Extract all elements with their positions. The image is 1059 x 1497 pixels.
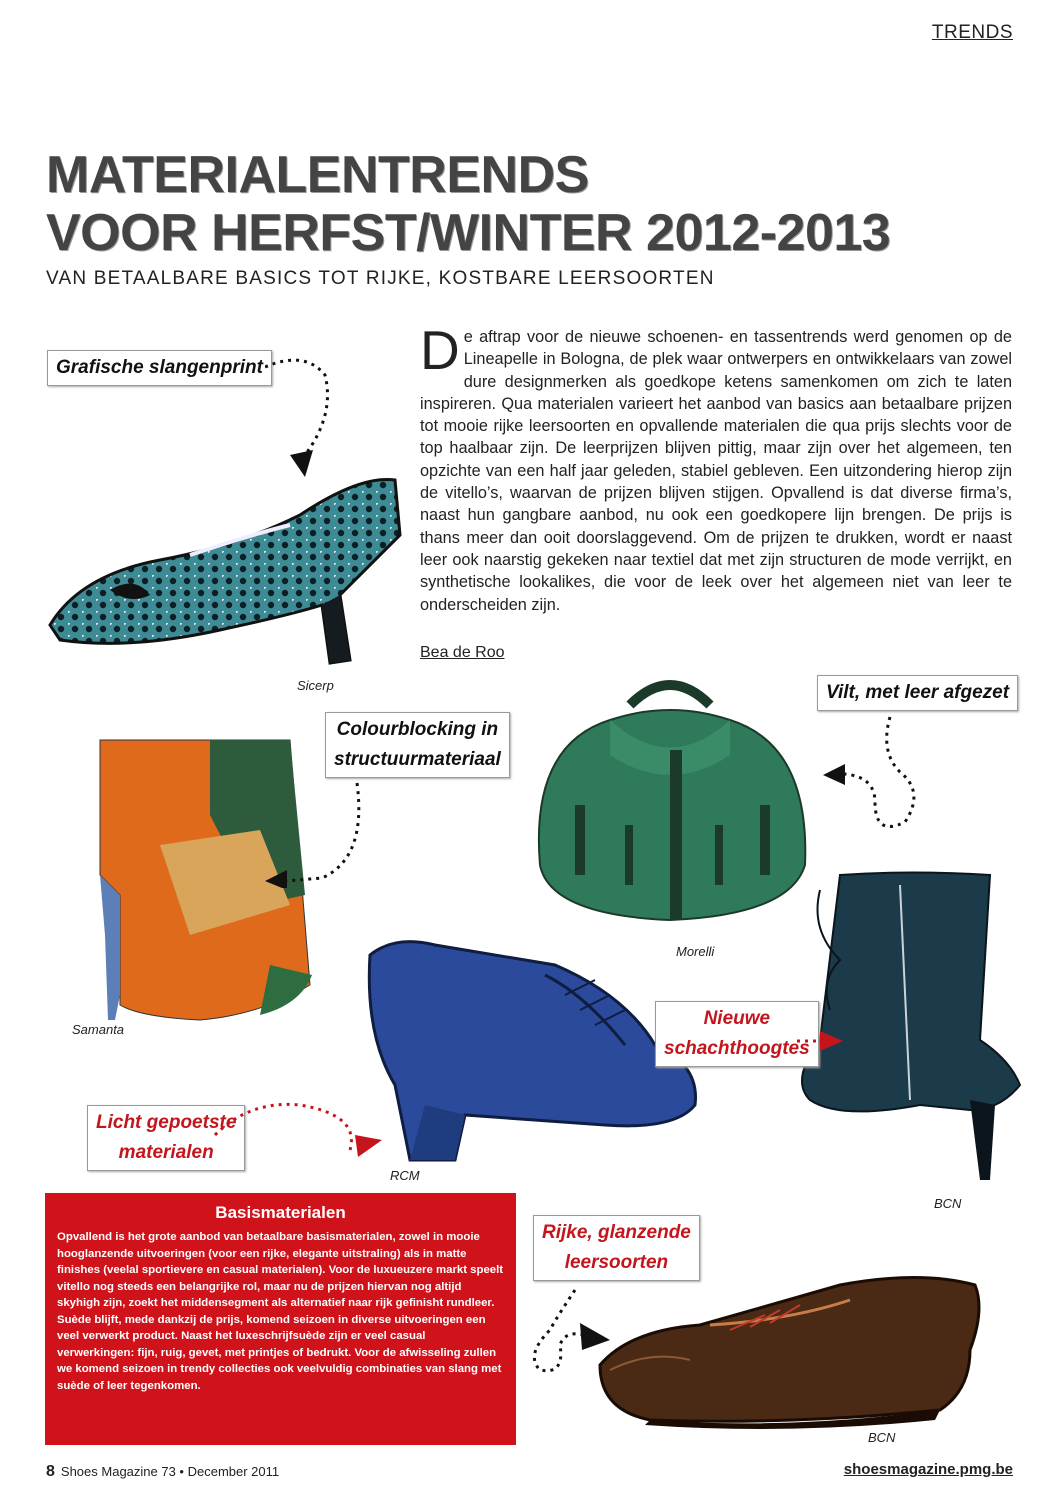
footer-site-link[interactable]: shoesmagazine.pmg.be [843, 1461, 1013, 1478]
felt-backpack-image [520, 665, 820, 930]
label-colourblocking [325, 712, 510, 778]
label-colourblocking-line-1: Colourblocking in [336, 719, 499, 740]
author-byline: Bea de Roo [420, 644, 505, 661]
footer-issue [46, 1463, 279, 1481]
page-title [46, 146, 890, 262]
label-polished-line-1: Licht gepoetste [96, 1112, 237, 1133]
caption-rcm: RCM [390, 1168, 420, 1183]
label-rich-line-2: leersoorten [564, 1252, 669, 1273]
label-colourblocking-line-2: structuurmateriaal [334, 749, 501, 770]
caption-morelli: Morelli [676, 944, 715, 959]
dotted-arrow-red-icon [210, 1095, 385, 1160]
caption-sicerp: Sicerp [297, 678, 334, 693]
label-shaft-line-2: schachthoogtes [664, 1038, 810, 1059]
dotted-arrow-red-icon [795, 1028, 845, 1053]
box-text: Opvallend is het grote aanbod van betaalbare basismaterialen, zowel in mooie hooglanzende uitvoeringen (voor een rijke, elegante uitstraling) als in matte finishes (veelal sportievere en casual materialen). Voor de luxueuzere markt speelt vitello nog steeds een belangrijke rol, maar nu de prijzen hiervan nog altijd skyhigh zijn, zoekt het middensegment als alternatief naar rijk gefinisht rundleer. Suède blijft, mede dankzij de prijs, komend seizoen in diverse uitvoeringen een veel verwerkt product. Naast het luxeschrijfsuède zijn er veel casual verwerkingen: fijn, ruig, gevet, met printjes of bedrukt. Voor de afwisseling zullen we komend seizoen in trendy collecties ook veelvuldig combinaties van slang met suède of leer tegenkomen. [57, 1231, 504, 1392]
dotted-arrow-icon [265, 355, 345, 485]
label-snake-print: Grafische slangenprint [47, 350, 272, 386]
section-tag: TRENDS [931, 22, 1013, 43]
page-number: 8 [46, 1463, 55, 1480]
drop-cap: D [420, 319, 460, 381]
label-rich-line-1: Rijke, glanzende [542, 1222, 691, 1243]
lead-text: e aftrap voor de nieuwe schoenen- en tassentrends werd genomen op de Lineapelle in Bologna, de plek waar ontwerpers en ontwikkelaars van zowel dure designmerken als goedkope ketens samenkomen om zich te laten inspireren. Qua materialen varieert het aanbod van basics aan betaalbare prijzen tot mooie rijke leersoorten en opvallende materialen die qua prijs slechts voor de top haalbaar zijn. De leerprijzen blijven pittig, maar zijn over het algemeen, ten opzichte van een half jaar geleden, stabiel gebleven. Een uitzondering hierop zijn de vitello’s, waarvan de prijzen blijven stijgen. Opvallend is dat diverse firma’s, naast hun gangbare aanbod, nu ook een goedkopere lijn brengen. De prijs is thans meer dan ooit doorslaggevend. Om de prijzen te drukken, wordt er naast leer ook naarstig gekeken naar textiel dat met zijn structuren de mode verrijkt, en synthetische lookalikes, die voor de leek over het algemeen niet van leer te onderscheiden zijn. [420, 328, 1012, 614]
label-polished-line-2: materialen [118, 1142, 214, 1163]
box-title: Basismaterialen [215, 1203, 346, 1222]
caption-bcn-boot: BCN [934, 1196, 962, 1211]
glossy-oxford-image [590, 1270, 990, 1430]
label-felt-leather: Vilt, met leer afgezet [817, 675, 1018, 711]
title-line-1: MATERIALENTRENDS [46, 146, 589, 204]
issue-info: Shoes Magazine 73 • December 2011 [60, 1464, 280, 1479]
page-subtitle: VAN BETAALBARE BASICS TOT RIJKE, KOSTBARE LEERSOORTEN [46, 268, 715, 289]
lead-paragraph [420, 319, 1012, 616]
snake-print-pump-image [40, 455, 410, 675]
label-shaft-line-1: Nieuwe [703, 1008, 771, 1029]
caption-samanta: Samanta [72, 1022, 125, 1037]
basismaterialen-box [45, 1193, 516, 1445]
dotted-arrow-icon [262, 778, 372, 888]
dotted-arrow-icon [820, 712, 930, 837]
title-line-2: VOOR HERFST/WINTER 2012-2013 [46, 204, 891, 262]
caption-bcn-shoe: BCN [868, 1430, 896, 1445]
